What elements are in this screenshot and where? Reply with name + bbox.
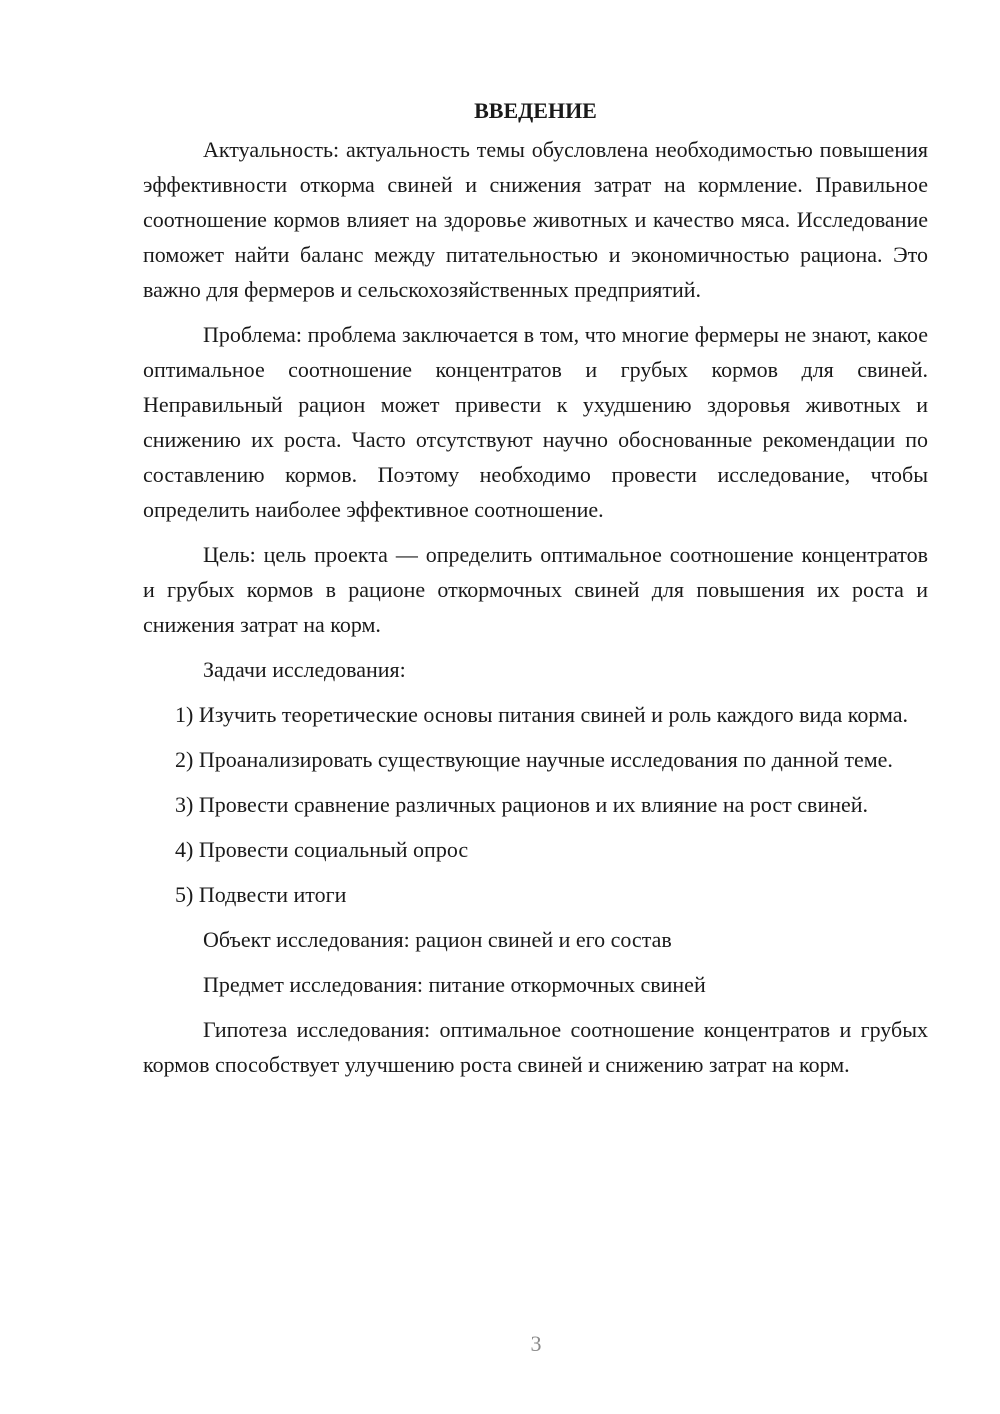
task-item-2: 2) Проанализировать существующие научные исследования по данной теме. [175,747,893,772]
relevance-paragraph: Актуальность: актуальность темы обусловлена необходимостью повышения эффективности откорма свиней и снижения затрат на кормление. Правильное соотношение кормов влияет на здоровье животных и качество мяса. Исследование поможет найти баланс между питательностью и экономичностью рациона. Это важно для фермеров и сельскохозяйственных предприятий. [143,137,928,302]
problem-paragraph: Проблема: проблема заключается в том, что многие фермеры не знают, какое оптимальное соотношение концентратов и грубых кормов для свиней. Неправильный рацион может привести к ухудшению здоровья животных и снижению их роста. Часто отсутствуют научно обоснованные рекомендации по составлению кормов. Поэтому необходимо провести исследование, чтобы определить наиболее эффективное соотношение. [143,322,928,522]
section-title: ВВЕДЕНИЕ [474,98,597,123]
task-item-1: 1) Изучить теоретические основы питания свиней и роль каждого вида корма. [175,702,909,727]
document-body [143,93,928,1092]
subject-paragraph: Предмет исследования: питание откормочных свиней [203,972,706,997]
task-item-4: 4) Провести социальный опрос [175,837,469,862]
tasks-heading: Задачи исследования: [203,657,406,682]
task-item-3: 3) Провести сравнение различных рационов и их влияние на рост свиней. [175,792,869,817]
page-number: 3 [530,1331,542,1356]
hypothesis-paragraph: Гипотеза исследования: оптимальное соотношение концентратов и грубых кормов способствует улучшению роста свиней и снижению затрат на корм. [143,1017,928,1077]
object-paragraph: Объект исследования: рацион свиней и его состав [203,927,672,952]
task-item-5: 5) Подвести итоги [175,882,347,907]
goal-paragraph: Цель: цель проекта — определить оптимальное соотношение концентратов и грубых кормов в рационе откормочных свиней для повышения их роста и снижения затрат на корм. [143,542,928,637]
